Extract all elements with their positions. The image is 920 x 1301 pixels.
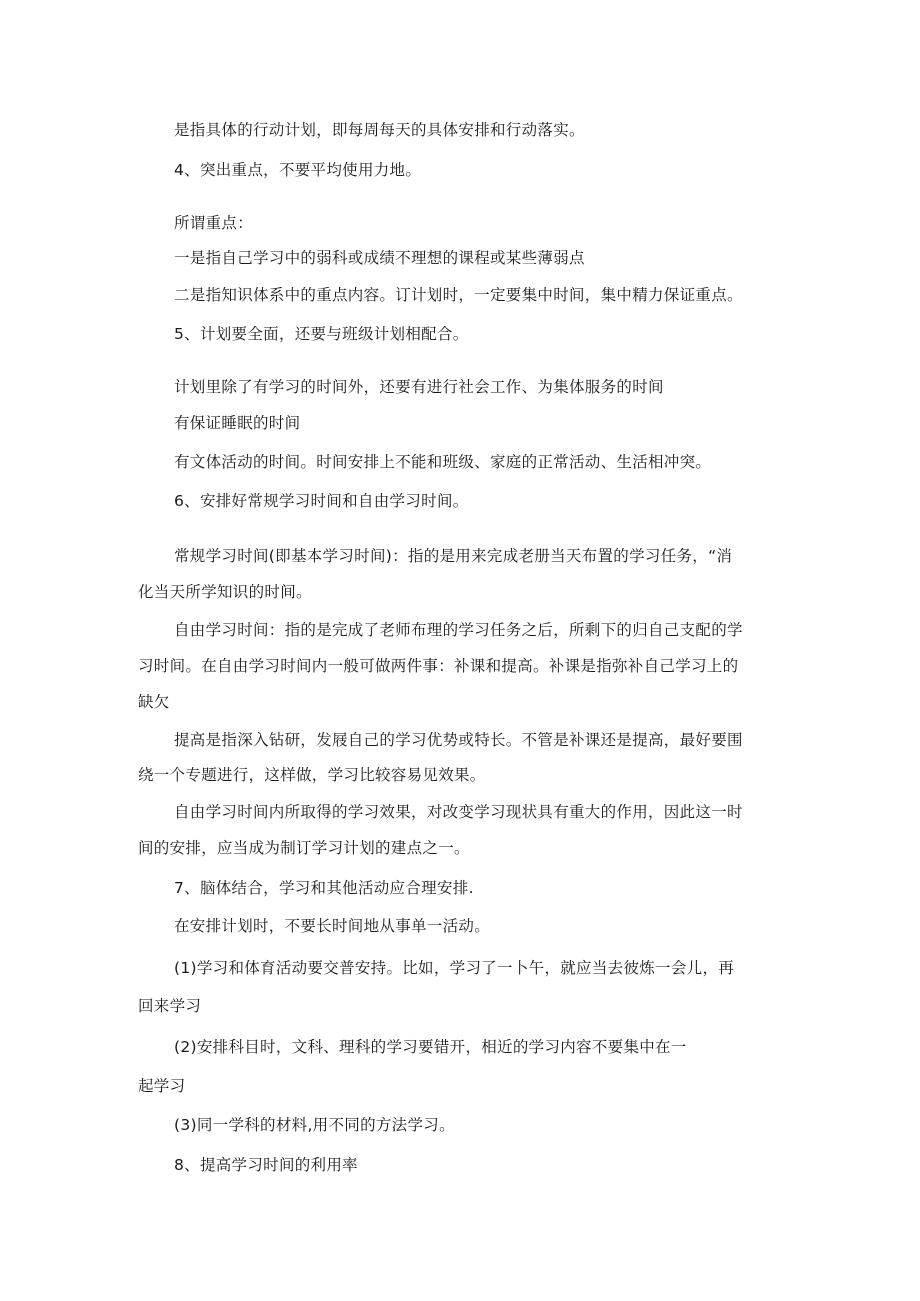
heading-item-5: 5、计划要全面，还要与班级计划相配合。: [174, 325, 469, 343]
paragraph-line: 化当天所学知识的时间。: [138, 583, 312, 601]
heading-item-8: 8、提高学习时间的利用率: [174, 1156, 358, 1174]
list-item-1-continued: 回来学习: [138, 997, 202, 1015]
paragraph-line: 间的安排，应当成为制订学习计划的建点之一。: [138, 839, 470, 857]
heading-item-6: 6、安排好常规学习时间和自由学习时间。: [174, 492, 469, 510]
paragraph-line: 有文体活动的时间。时间安排上不能和班级、家庭的正常活动、生活相冲突。: [174, 453, 712, 471]
paragraph-line: 常规学习时间(即基本学习时间)：指的是用来完成老册当天布置的学习任务，“消: [174, 547, 733, 565]
paragraph-line: 提高是指深入钻研，发屐自己的学习优势或特长。不管是补课还是提高，最好要围: [174, 731, 743, 749]
paragraph-line: 绕一个专题进行，这样做，学习比较容易见效果。: [138, 766, 486, 784]
paragraph-line: 习时间。在自由学习时间内一般可做两件事：补课和提高。补课是指弥补自己学习上的: [138, 657, 739, 675]
paragraph-line: 自由学习时间内所取得的学习效果，对改变学习现状具有重大的作用，因此这一时: [174, 803, 743, 821]
paragraph-line: 缺欠: [138, 693, 170, 711]
paragraph-line: 二是指知识体系中的重点内容。订计划时，一定要集中时间，集中精力保证重点。: [174, 286, 743, 304]
paragraph-line: 有保证睡眠的时间: [174, 414, 301, 432]
heading-item-4: 4、突出重点，不要平均使用力地。: [174, 161, 422, 179]
list-item-2-continued: 起学习: [138, 1077, 186, 1095]
heading-item-7: 7、脑体结合，学习和其他活动应合理安排.: [174, 879, 474, 897]
paragraph-line: 在安排计划时，不要长时间地从事单一活动。: [174, 917, 491, 935]
paragraph-line: 所谓重点：: [174, 214, 254, 232]
list-item-2: (2)安排科目时，文科、理科的学习要错开，相近的学习内容不要集中在一: [174, 1038, 687, 1056]
paragraph-line: 是指具体的行动计划，即每周每天的具体安排和行动落实。: [174, 121, 585, 139]
list-item-1: (1)学习和体育活动要交普安持。比如，学习了一卜午，就应当去彼炼一会儿，再: [174, 959, 735, 977]
paragraph-line: 自由学习时间：指的是完成了老师布理的学习任务之后，所剩下的归自己支配的学: [174, 621, 743, 639]
paragraph-line: 计划里除了有学习的时间外，还要有进行社会工作、为集体服务的时间: [174, 378, 664, 396]
paragraph-line: 一是指自己学习中的弱科或成绩不理想的课程或某些薄弱点: [174, 249, 585, 267]
list-item-3: (3)同一学科的材料,用不同的方法学习。: [174, 1116, 455, 1134]
